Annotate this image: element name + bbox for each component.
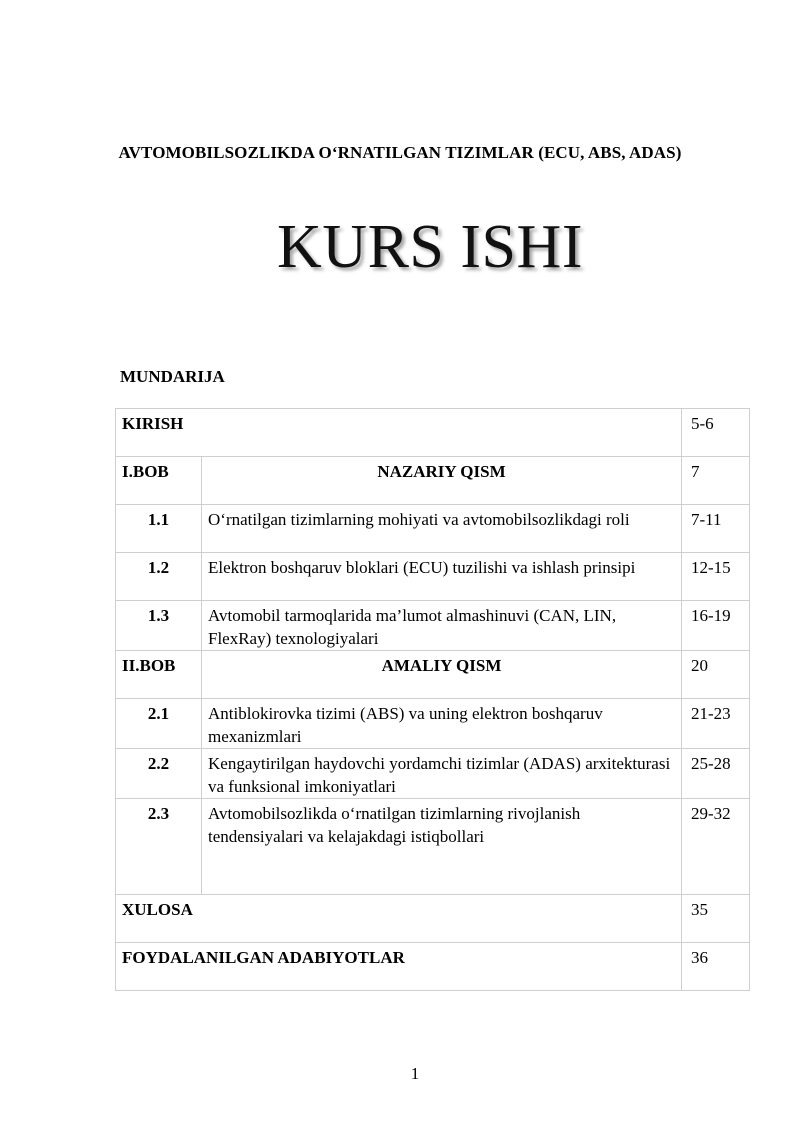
toc-pages: 35 [682, 895, 750, 943]
table-of-contents [115, 408, 750, 991]
toc-section-title: Elektron boshqaruv bloklari (ECU) tuzilishi va ishlash prinsipi [202, 553, 682, 601]
toc-section-number: 2.3 [116, 799, 202, 895]
toc-row-bob1 [116, 457, 750, 505]
toc-row [116, 799, 750, 895]
page-number: 1 [410, 1064, 420, 1083]
document-topic: AVTOMOBILSOZLIKDA O‘RNATILGAN TIZIMLAR (ECU, ABS, ADAS) [118, 143, 682, 162]
toc-section-number: 1.2 [116, 553, 202, 601]
toc-section-number: 2.2 [116, 749, 202, 799]
toc-section-title: Avtomobil tarmoqlarida ma’lumot almashinuvi (CAN, LIN, FlexRay) texnologiyalari [202, 601, 682, 651]
toc-row [116, 699, 750, 749]
toc-row-kirish [116, 409, 750, 457]
toc-section-title: Kengaytirilgan haydovchi yordamchi tizimlar (ADAS) arxitekturasi va funksional imkoniyatlari [202, 749, 682, 799]
toc-label: II.BOB [116, 651, 202, 699]
toc-pages: 12-15 [682, 553, 750, 601]
toc-section-title: Avtomobilsozlikda o‘rnatilgan tizimlarning rivojlanish tendensiyalari va kelajakdagi istiqbollari [202, 799, 682, 895]
toc-section-title: O‘rnatilgan tizimlarning mohiyati va avtomobilsozlikdagi roli [202, 505, 682, 553]
toc-row [116, 505, 750, 553]
toc-row-adabiyot [116, 943, 750, 991]
toc-row-xulosa [116, 895, 750, 943]
toc-pages: 7 [682, 457, 750, 505]
toc-row [116, 601, 750, 651]
toc-pages: 16-19 [682, 601, 750, 651]
toc-pages: 25-28 [682, 749, 750, 799]
toc-chapter-title: NAZARIY QISM [202, 457, 682, 505]
toc-label: FOYDALANILGAN ADABIYOTLAR [116, 943, 682, 991]
toc-label: XULOSA [116, 895, 682, 943]
toc-chapter-title: AMALIY QISM [202, 651, 682, 699]
toc-pages: 5-6 [682, 409, 750, 457]
toc-row [116, 553, 750, 601]
toc-pages: 21-23 [682, 699, 750, 749]
toc-label: I.BOB [116, 457, 202, 505]
toc-section-title: Antiblokirovka tizimi (ABS) va uning elektron boshqaruv mexanizmlari [202, 699, 682, 749]
toc-section-number: 2.1 [116, 699, 202, 749]
toc-section-number: 1.3 [116, 601, 202, 651]
toc-row [116, 749, 750, 799]
document-title: KURS ISHI [277, 213, 583, 281]
toc-pages: 29-32 [682, 799, 750, 895]
toc-row-bob2 [116, 651, 750, 699]
toc-pages: 20 [682, 651, 750, 699]
toc-section-number: 1.1 [116, 505, 202, 553]
toc-pages: 36 [682, 943, 750, 991]
toc-pages: 7-11 [682, 505, 750, 553]
toc-label: KIRISH [116, 409, 682, 457]
toc-heading: MUNDARIJA [120, 367, 225, 386]
